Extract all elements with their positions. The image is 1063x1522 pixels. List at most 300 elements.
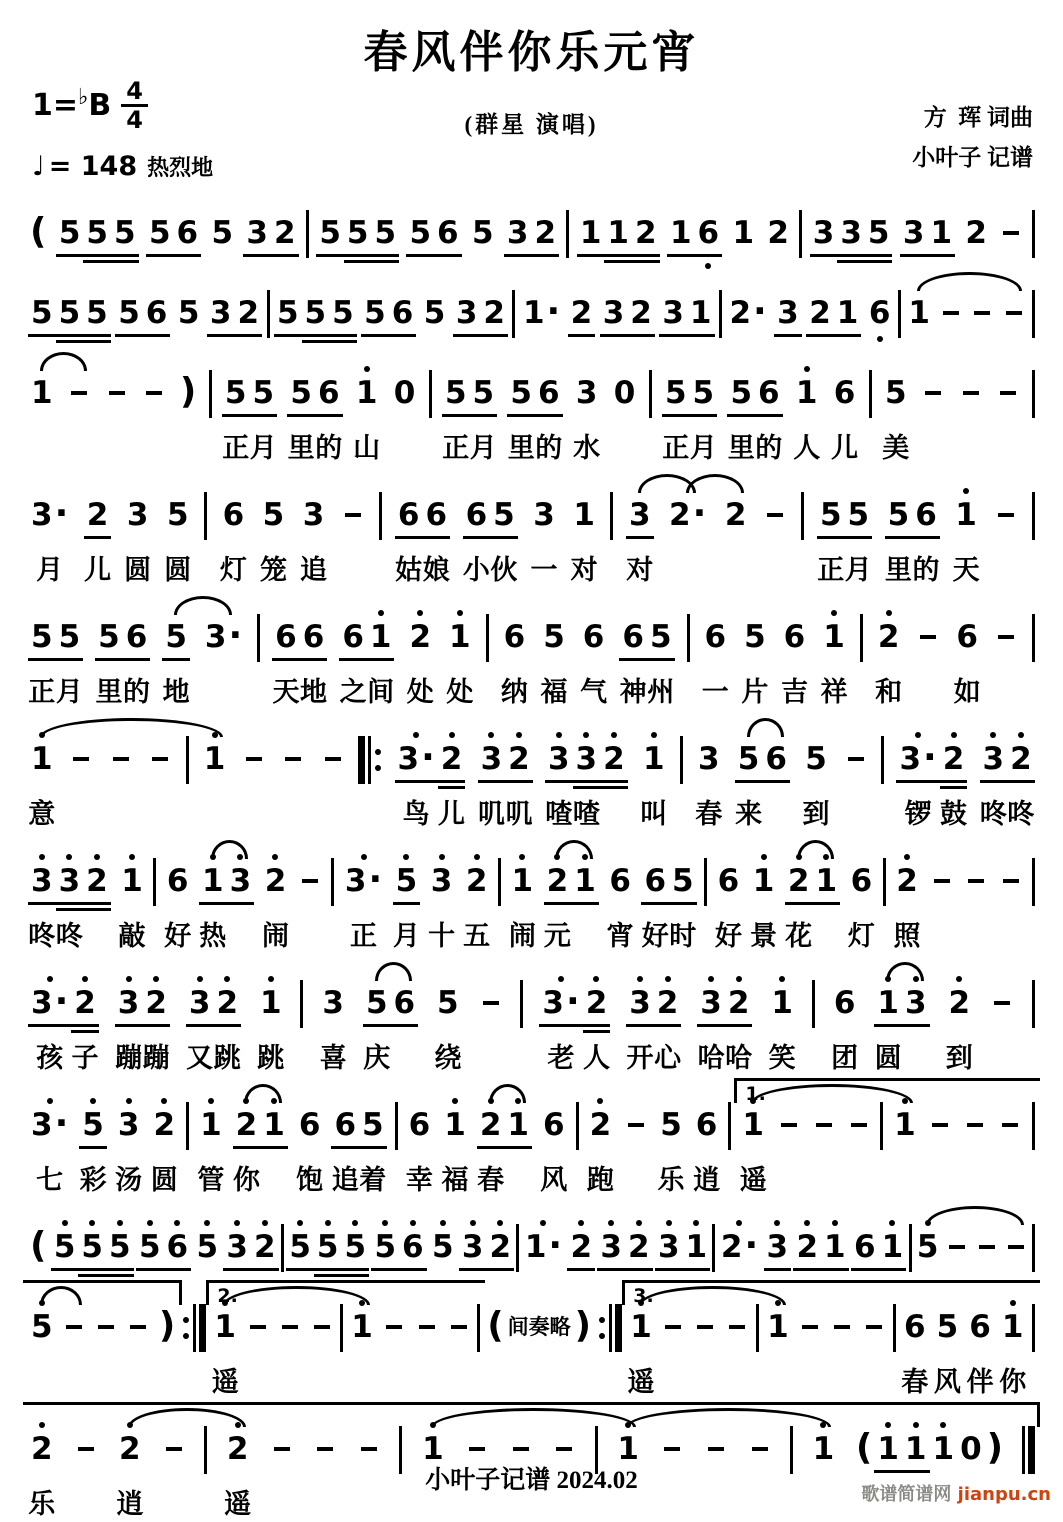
lyric-syllable: 庆 bbox=[363, 1043, 391, 1074]
note: 6 bbox=[619, 616, 647, 658]
lyric-syllable: 对 bbox=[626, 555, 654, 586]
lyric-syllable: 人 bbox=[582, 1043, 610, 1074]
dash-extension bbox=[810, 1104, 837, 1146]
note: 6 bbox=[315, 372, 343, 414]
watermark-site: 歌谱简谱网 bbox=[861, 1484, 952, 1505]
dash-extension bbox=[997, 212, 1024, 254]
parenthesis: ( bbox=[487, 1305, 504, 1346]
note: 1 bbox=[739, 1104, 767, 1146]
lyric-syllable: 绕 bbox=[434, 1043, 462, 1074]
note: 5 bbox=[429, 1226, 457, 1268]
dash-extension bbox=[995, 372, 1022, 414]
note: 3 bbox=[223, 1226, 251, 1268]
note: 1 bbox=[927, 212, 955, 254]
dash-extension bbox=[993, 616, 1020, 658]
barline bbox=[379, 492, 382, 540]
note: 5 bbox=[371, 1226, 399, 1268]
note: 5 bbox=[470, 372, 498, 414]
barline bbox=[186, 736, 189, 784]
barline bbox=[799, 210, 802, 258]
lyric-syllable: 好 bbox=[164, 921, 192, 952]
barline bbox=[1032, 1102, 1035, 1150]
dash-extension bbox=[992, 494, 1019, 536]
music-line bbox=[28, 956, 1035, 1076]
note: 3 bbox=[900, 212, 928, 254]
lyric-syllable: 灯 bbox=[219, 555, 247, 586]
note: 5 bbox=[286, 1226, 314, 1268]
lyric-syllable: 月 bbox=[249, 433, 277, 464]
note: 6 bbox=[695, 212, 723, 254]
note: 6 bbox=[434, 212, 462, 254]
note: 1 bbox=[348, 1306, 376, 1348]
lyric-syllable: 正 bbox=[662, 433, 690, 464]
note: 2 bbox=[725, 982, 753, 1024]
barline bbox=[610, 492, 613, 540]
note: 3 bbox=[774, 292, 802, 334]
note: 1 · bbox=[522, 291, 561, 332]
note: 3 · bbox=[31, 493, 69, 534]
lyric-syllable: 圆 bbox=[164, 555, 192, 586]
note: 6 bbox=[582, 619, 605, 655]
parenthesis: ( bbox=[30, 211, 47, 252]
dash-extension bbox=[93, 1306, 120, 1348]
note: 3 bbox=[626, 982, 654, 1024]
note: 6 bbox=[143, 292, 171, 334]
lyric-syllable: 时 bbox=[669, 921, 697, 952]
key-note: B bbox=[88, 88, 112, 123]
dash-extension bbox=[997, 860, 1024, 902]
note: 2 bbox=[71, 982, 99, 1024]
note: 3 bbox=[322, 985, 344, 1021]
note: 5 bbox=[262, 497, 285, 533]
lyric-syllable: 饱 bbox=[296, 1165, 324, 1196]
lyric-syllable: 水 bbox=[573, 433, 601, 464]
music-line bbox=[28, 834, 1035, 954]
note: 5 bbox=[805, 741, 827, 777]
note: 3 bbox=[504, 212, 532, 254]
note: 3 bbox=[115, 982, 143, 1024]
dash-extension bbox=[280, 738, 307, 780]
dash-extension bbox=[829, 1306, 856, 1348]
dash-extension bbox=[103, 372, 130, 414]
barline bbox=[860, 614, 863, 662]
lyric-syllable: 的 bbox=[535, 433, 563, 464]
note: 1 bbox=[683, 1226, 711, 1268]
note: 5 bbox=[83, 292, 111, 334]
lyric-syllable: 天 bbox=[952, 555, 980, 586]
dash-extension bbox=[478, 982, 505, 1024]
lyric-syllable: 美 bbox=[882, 433, 910, 464]
lyric-syllable: 孩 bbox=[36, 1043, 64, 1074]
note: 5 bbox=[56, 616, 84, 658]
note: 5 bbox=[211, 215, 234, 251]
note: 2 bbox=[793, 1226, 821, 1268]
note: 2 bbox=[438, 738, 466, 780]
lyric-syllable: 叫 bbox=[640, 799, 668, 830]
lyric-syllable: 里 bbox=[287, 433, 315, 464]
lyric-syllable: 哈 bbox=[697, 1043, 725, 1074]
note: 1 bbox=[768, 982, 796, 1024]
note: 1 bbox=[573, 497, 595, 533]
note: 3 · bbox=[342, 860, 385, 902]
lyric-syllable: 管 bbox=[197, 1165, 225, 1196]
note: 5 bbox=[363, 982, 391, 1024]
note: 1 bbox=[732, 215, 755, 251]
note: 5 bbox=[361, 292, 389, 334]
lyric-syllable: 鸟 bbox=[402, 799, 430, 830]
lyric-syllable: 里 bbox=[95, 677, 123, 708]
lyric-syllable: 一 bbox=[530, 555, 558, 586]
note: 6 bbox=[395, 494, 423, 536]
note: 1 bbox=[821, 1226, 849, 1268]
note: 2 bbox=[234, 292, 262, 334]
note: 3 · bbox=[28, 1104, 71, 1146]
dash-extension bbox=[724, 1306, 751, 1348]
dash-extension bbox=[797, 1306, 824, 1348]
note: 3 bbox=[655, 1226, 683, 1268]
dash-extension bbox=[914, 616, 941, 658]
note: 5 bbox=[817, 494, 845, 536]
note: 5 bbox=[162, 616, 190, 658]
lyric-syllable: 咚 bbox=[55, 921, 83, 952]
barline bbox=[704, 858, 707, 906]
lyric-syllable: 之 bbox=[339, 677, 367, 708]
slur-arc bbox=[555, 840, 593, 859]
lyric-syllable: 对 bbox=[570, 555, 598, 586]
note: 1 bbox=[810, 1428, 838, 1470]
lyric-syllable: 十 bbox=[428, 921, 456, 952]
lyric-syllable: 的 bbox=[123, 677, 151, 708]
lyric-syllable: 处 bbox=[446, 677, 474, 708]
note: 2 bbox=[84, 494, 112, 536]
dash-extension bbox=[297, 860, 324, 902]
note: 5 bbox=[885, 494, 913, 536]
note: 2 bbox=[213, 982, 241, 1024]
lyric-syllable: 地 bbox=[300, 677, 328, 708]
lyric-syllable: 正 bbox=[817, 555, 845, 586]
note: 1 bbox=[930, 1428, 958, 1470]
barline bbox=[649, 370, 652, 418]
lyric-syllable: 宵 bbox=[606, 921, 634, 952]
lyric-syllable: 蹦 bbox=[142, 1043, 170, 1074]
note: 3 bbox=[902, 982, 930, 1024]
dash-extension bbox=[61, 1306, 88, 1348]
lyric-syllable: 跳 bbox=[257, 1043, 285, 1074]
note: 6 bbox=[463, 494, 491, 536]
dash-extension bbox=[692, 1306, 719, 1348]
lyric-syllable: 跳 bbox=[213, 1043, 241, 1074]
note: 5 bbox=[344, 212, 372, 254]
barline bbox=[516, 1224, 519, 1272]
note: 2 bbox=[806, 292, 834, 334]
note: 3 bbox=[980, 738, 1008, 780]
slur-arc bbox=[40, 352, 88, 371]
note: 1 bbox=[211, 1306, 239, 1348]
note: 5 bbox=[28, 616, 56, 658]
dash-extension bbox=[146, 738, 173, 780]
note: 5 bbox=[690, 372, 718, 414]
lyric-syllable: 老 bbox=[547, 1043, 575, 1074]
lyric-syllable: 如 bbox=[953, 677, 981, 708]
note: 2 bbox=[587, 1104, 615, 1146]
lyric-syllable: 锣 bbox=[904, 799, 932, 830]
barline bbox=[883, 858, 886, 906]
note: 5 bbox=[341, 1226, 369, 1268]
note: 3 · bbox=[204, 615, 243, 656]
dash-extension bbox=[944, 1226, 971, 1268]
dash-extension bbox=[1000, 292, 1027, 334]
barline bbox=[257, 614, 260, 662]
slur-arc bbox=[747, 718, 785, 737]
note: 5 bbox=[735, 738, 763, 780]
barline bbox=[880, 1102, 883, 1150]
lyric-syllable: 敲 bbox=[118, 921, 146, 952]
note: 5 bbox=[78, 1226, 106, 1268]
parenthesis: ( bbox=[30, 1225, 47, 1266]
music-line bbox=[28, 1078, 1035, 1198]
dash-extension bbox=[445, 1306, 472, 1348]
lyric-syllable: 鼓 bbox=[940, 799, 968, 830]
note: 2 bbox=[224, 1428, 252, 1470]
note: 3 bbox=[764, 1226, 792, 1268]
barline bbox=[812, 980, 815, 1028]
note: 2 bbox=[568, 292, 596, 334]
watermark-domain: jianpu.cn bbox=[957, 1484, 1051, 1505]
lyric-syllable: 福 bbox=[540, 677, 568, 708]
lyric-syllable: 到 bbox=[802, 799, 830, 830]
note: 1 bbox=[367, 616, 395, 658]
note: 1 bbox=[441, 1104, 469, 1146]
note: 5 bbox=[490, 494, 518, 536]
slur-arc bbox=[211, 840, 249, 859]
lyric-syllable: 风 bbox=[933, 1367, 961, 1398]
lyric-syllable: 祥 bbox=[820, 677, 848, 708]
lyric-syllable: 里 bbox=[727, 433, 755, 464]
note: 5 bbox=[95, 616, 123, 658]
volta-label: 1. bbox=[745, 1083, 766, 1105]
note: 5 bbox=[669, 860, 697, 902]
lyric-syllable: 元 bbox=[543, 921, 571, 952]
barline bbox=[576, 1102, 579, 1150]
lyric-syllable: 月 bbox=[36, 555, 64, 586]
note: 2 bbox=[544, 860, 572, 902]
note: 2 bbox=[233, 1104, 261, 1146]
note: 6 bbox=[123, 616, 151, 658]
lyric-syllable: 热 bbox=[199, 921, 227, 952]
lyric-syllable: 和 bbox=[875, 677, 903, 708]
lyric-syllable: 追 bbox=[300, 555, 328, 586]
lyric-syllable: 小 bbox=[462, 555, 490, 586]
dash-extension bbox=[319, 738, 346, 780]
music-line bbox=[28, 712, 1035, 832]
barline bbox=[306, 210, 309, 258]
note: 5 bbox=[106, 1226, 134, 1268]
lyric-syllable: 逍 bbox=[693, 1165, 721, 1196]
lyric-syllable: 遥 bbox=[211, 1367, 239, 1398]
note: 6 bbox=[535, 372, 563, 414]
note: 6 bbox=[166, 863, 189, 899]
quarter-note-icon: ♩ bbox=[32, 151, 45, 182]
dash-extension bbox=[1003, 1226, 1030, 1268]
note: 2 bbox=[271, 212, 299, 254]
note: 6 bbox=[609, 863, 631, 899]
note: 6 bbox=[904, 1309, 926, 1345]
note: 6 bbox=[298, 1107, 321, 1143]
barline bbox=[680, 736, 683, 784]
note: 6 bbox=[851, 1226, 879, 1268]
lyric-syllable: 心 bbox=[654, 1043, 682, 1074]
lyric-syllable: 来 bbox=[735, 799, 763, 830]
dash-extension bbox=[125, 1306, 152, 1348]
dash-extension bbox=[957, 372, 984, 414]
dash-extension bbox=[241, 738, 268, 780]
lyric-syllable: 子 bbox=[71, 1043, 99, 1074]
music-line bbox=[28, 186, 1035, 264]
note: 1 bbox=[879, 1226, 907, 1268]
lyric-syllable: 的 bbox=[755, 433, 783, 464]
lyric-syllable: 春 bbox=[901, 1367, 929, 1398]
note: 2 bbox=[875, 616, 903, 658]
volta-bracket bbox=[206, 1280, 485, 1305]
note: 5 bbox=[83, 212, 111, 254]
lyric-syllable: 福 bbox=[441, 1165, 469, 1196]
lyric-syllable: 一 bbox=[701, 677, 729, 708]
watermark bbox=[861, 1480, 1051, 1506]
tempo-expression: 热烈地 bbox=[147, 155, 214, 180]
lyric-syllable: 儿 bbox=[831, 433, 859, 464]
note: 5 bbox=[359, 1104, 387, 1146]
lyric-syllable: 着 bbox=[359, 1165, 387, 1196]
dash-extension bbox=[244, 1306, 271, 1348]
dash-extension bbox=[928, 860, 955, 902]
note: 5 bbox=[314, 1226, 342, 1268]
note: 1 bbox=[257, 982, 285, 1024]
lyric-syllable: 到 bbox=[945, 1043, 973, 1074]
note: 5 bbox=[543, 619, 565, 655]
note: 5 bbox=[177, 295, 200, 331]
note: 1 bbox=[874, 982, 902, 1024]
dash-extension bbox=[969, 292, 996, 334]
lyric-syllable: 咚 bbox=[1007, 799, 1035, 830]
note: 5 bbox=[166, 497, 189, 533]
barline bbox=[1032, 492, 1035, 540]
note: 5 bbox=[115, 292, 143, 334]
note: 1 bbox=[891, 1104, 919, 1146]
note: 2 bbox=[583, 982, 611, 1024]
performer-subtitle: (群星 演唱) bbox=[464, 112, 599, 137]
note: 6 bbox=[164, 1226, 192, 1268]
note: 5 bbox=[51, 1226, 79, 1268]
note: 2 bbox=[625, 1226, 653, 1268]
note: 5 bbox=[136, 1226, 164, 1268]
note: 3 bbox=[810, 212, 838, 254]
lyric-syllable: 好 bbox=[714, 921, 742, 952]
lyric-syllable: 儿 bbox=[84, 555, 112, 586]
lyric-syllable: 人 bbox=[793, 433, 821, 464]
flat-icon: ♭ bbox=[78, 85, 89, 110]
lyric-syllable: 的 bbox=[912, 555, 940, 586]
slur-arc bbox=[174, 596, 231, 615]
note: 6 bbox=[339, 616, 367, 658]
dash-extension bbox=[66, 372, 93, 414]
note: 5 bbox=[371, 212, 399, 254]
lyric-syllable: 正 bbox=[222, 433, 250, 464]
slur-arc bbox=[489, 1084, 527, 1103]
note: 3 · bbox=[896, 738, 939, 780]
lyric-syllable: 闹 bbox=[508, 921, 536, 952]
note: 1 bbox=[353, 372, 381, 414]
lyric-syllable: 月 bbox=[469, 433, 497, 464]
note: 2 bbox=[262, 860, 290, 902]
lyric-syllable: 彩 bbox=[79, 1165, 107, 1196]
note: 3 bbox=[227, 860, 255, 902]
note: 1 bbox=[28, 738, 56, 780]
note: 1 bbox=[446, 616, 474, 658]
note: 3 bbox=[126, 497, 149, 533]
lyric-syllable: 团 bbox=[831, 1043, 859, 1074]
repeat-start-barline bbox=[358, 736, 382, 784]
note: 5 bbox=[885, 375, 907, 411]
note: 6 bbox=[399, 1226, 427, 1268]
barline bbox=[186, 1102, 189, 1150]
lyric-syllable: 片 bbox=[741, 677, 769, 708]
note: 2 bbox=[505, 738, 533, 780]
lyric-syllable: 娘 bbox=[422, 555, 450, 586]
note: 6 bbox=[641, 860, 669, 902]
note: 6 bbox=[300, 616, 328, 658]
lyric-syllable: 蹦 bbox=[115, 1043, 143, 1074]
lyric-syllable: 神 bbox=[619, 677, 647, 708]
note: 2 bbox=[28, 1428, 56, 1470]
barline bbox=[898, 290, 901, 338]
note: 5 bbox=[744, 619, 766, 655]
volta-bracket bbox=[734, 1078, 1039, 1103]
barline bbox=[712, 1224, 715, 1272]
lyric-syllable: 儿 bbox=[438, 799, 466, 830]
lyric-syllable: 逍 bbox=[116, 1489, 144, 1520]
note: 3 bbox=[56, 860, 84, 902]
lyric-syllable: 又 bbox=[186, 1043, 214, 1074]
dash-extension bbox=[861, 1306, 888, 1348]
lyric-syllable: 灯 bbox=[847, 921, 875, 952]
note: 5 bbox=[56, 212, 84, 254]
lyric-syllable: 喜 bbox=[319, 1043, 347, 1074]
note: 1 bbox=[764, 1306, 792, 1348]
lyric-syllable: 追 bbox=[331, 1165, 359, 1196]
note: 2 bbox=[893, 860, 921, 902]
lyric-syllable: 五 bbox=[463, 921, 491, 952]
lyric-syllable: 咚 bbox=[979, 799, 1007, 830]
barline bbox=[209, 370, 212, 418]
lyric-syllable: 照 bbox=[893, 921, 921, 952]
note: 2 bbox=[487, 1226, 515, 1268]
barline bbox=[204, 492, 207, 540]
barline bbox=[477, 1304, 480, 1352]
lyric-syllable: 幸 bbox=[405, 1165, 433, 1196]
lyric-syllable: 正 bbox=[442, 433, 470, 464]
note: 5 bbox=[423, 295, 446, 331]
lyric-syllable: 开 bbox=[626, 1043, 654, 1074]
barline bbox=[1032, 1224, 1035, 1272]
note: 1 bbox=[750, 860, 778, 902]
note: 1 bbox=[201, 738, 229, 780]
note: 6 bbox=[969, 1309, 991, 1345]
note: 1 bbox=[419, 1428, 447, 1470]
barline bbox=[498, 858, 501, 906]
note: 5 bbox=[79, 1104, 107, 1146]
note: 5 bbox=[28, 1306, 56, 1348]
lyric-syllable: 遥 bbox=[739, 1165, 767, 1196]
